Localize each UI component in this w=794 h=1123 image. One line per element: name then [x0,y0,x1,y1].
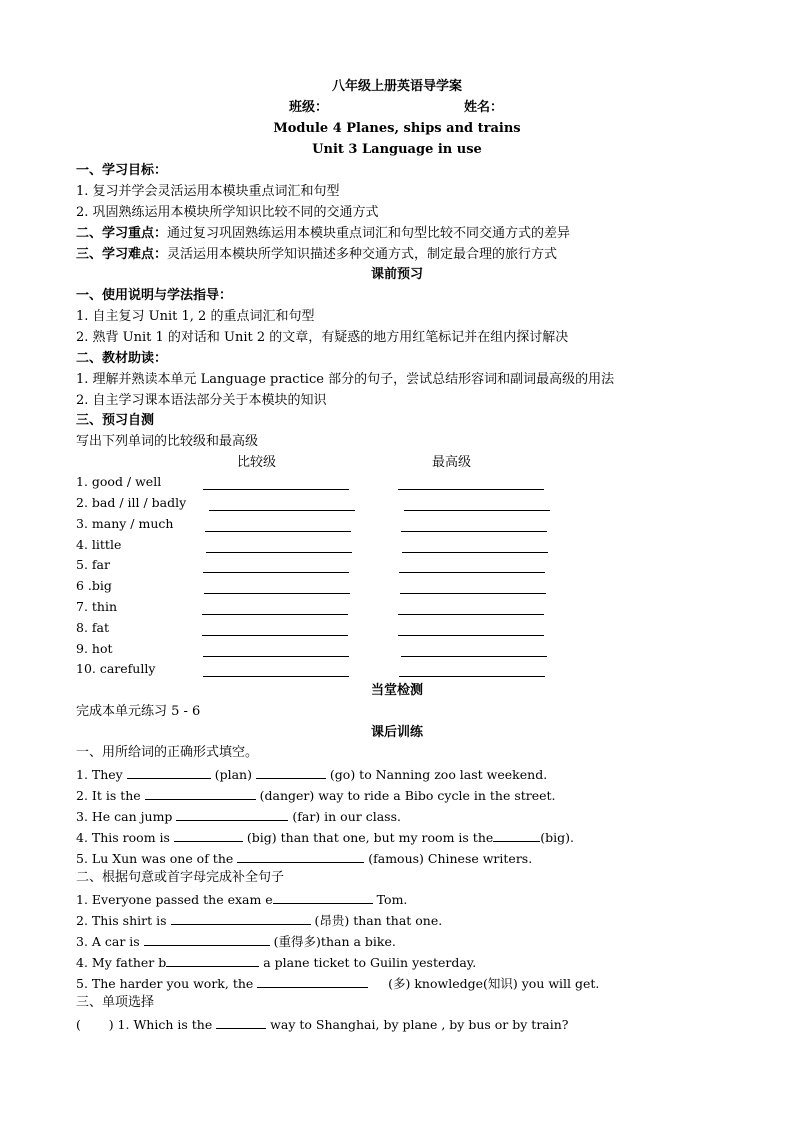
text-guide-item: 2. 自主学习课本语法部分关于本模块的知识 [76,393,327,408]
word-item: 8. fat [76,620,110,635]
class-check-text: 完成本单元练习 5 - 6 [76,704,201,719]
exercise-item: 4. My father b a plane ticket to Guilin yesterday. [76,955,477,970]
objectives-heading: 一、学习目标： [76,163,168,178]
exercise-item: 1. They (plan) (go) to Nanning zoo last weekend. [76,767,548,782]
class-check-title: 当堂检测 [370,683,423,698]
answer-blank[interactable] [166,955,259,967]
comparative-blank[interactable] [203,572,349,573]
superlative-blank[interactable] [398,489,544,490]
answer-blank[interactable] [237,851,364,863]
superlative-blank[interactable] [400,593,546,594]
superlative-blank[interactable] [399,676,545,677]
exercise-item: 2. It is the (danger) way to ride a Bibo cycle in the street. [76,788,556,803]
word-item: 4. little [76,537,122,552]
answer-blank[interactable] [145,788,256,800]
exercise-item: 2. This shirt is (昂贵) than that one. [76,913,443,928]
after-class-title: 课后训练 [370,725,423,740]
comparative-blank[interactable] [209,510,355,511]
part1-heading: 一、用所给词的正确形式填空。 [76,745,259,760]
guide-heading: 一、使用说明与学法指导： [76,288,233,303]
superlative-blank[interactable] [404,510,550,511]
superlative-blank[interactable] [401,531,547,532]
worksheet-title: 八年级上册英语导学案 [331,79,462,94]
exercise-item: 3. A car is (重得多)than a bike. [76,934,396,949]
answer-blank[interactable] [127,767,211,779]
part2-heading: 二、根据句意或首字母完成补全句子 [76,870,285,885]
superlative-blank[interactable] [402,552,548,553]
word-item: 1. good / well [76,474,162,489]
comparative-column-header: 比较级 [237,455,277,470]
word-item: 7. thin [76,599,118,614]
guide-item: 1. 自主复习 Unit 1, 2 的重点词汇和句型 [76,309,315,324]
answer-blank[interactable] [493,830,540,842]
exercise-item: 4. This room is (big) than that one, but my room is the (big). [76,830,574,845]
text-guide-heading: 二、教材助读： [76,351,168,366]
class-label: 班级： [289,100,329,115]
objective-item: 2. 巩固熟练运用本模块所学知识比较不同的交通方式 [76,205,379,220]
key-points-label: 二、学习重点： [76,226,168,241]
answer-blank[interactable] [176,809,288,821]
difficulties-label: 三、学习难点： [76,247,168,262]
exercise-item: 1. Everyone passed the exam e Tom. [76,892,408,907]
superlative-blank[interactable] [398,635,544,636]
name-label: 姓名： [464,100,504,115]
preview-title: 课前预习 [370,267,423,282]
comparative-blank[interactable] [203,489,349,490]
key-points-text: 通过复习巩固熟练运用本模块重点词汇和句型比较不同交通方式的差异 [167,226,571,241]
text-guide-item: 1. 理解并熟读本单元 Language practice 部分的句子，尝试总结形容词和副词最高级的用法 [76,372,615,387]
comparative-blank[interactable] [204,593,350,594]
answer-blank[interactable] [256,767,326,779]
exercise-item: ( ) 1. Which is the way to Shanghai, by plane , by bus or by train? [76,1017,569,1032]
word-item: 10. carefully [76,661,156,676]
comparative-blank[interactable] [205,531,351,532]
word-item: 5. far [76,557,110,572]
unit-title: Unit 3 Language in use [312,142,482,157]
comparative-blank[interactable] [202,614,348,615]
part3-heading: 三、单项选择 [76,995,155,1010]
word-item: 9. hot [76,641,113,656]
comparative-blank[interactable] [203,656,349,657]
exercise-item: 5. Lu Xun was one of the (famous) Chinese writers. [76,851,533,866]
answer-blank[interactable] [144,934,270,946]
superlative-blank[interactable] [399,572,545,573]
exercise-item: 5. The harder you work, the (多) knowledge(知识) you will get. [76,976,600,991]
superlative-blank[interactable] [398,614,544,615]
guide-item: 2. 熟背 Unit 1 的对话和 Unit 2 的文章，有疑惑的地方用红笔标记并在组内探讨解决 [76,330,569,345]
self-test-instruction: 写出下列单词的比较级和最高级 [76,434,259,449]
word-item: 3. many / much [76,516,174,531]
self-test-heading: 三、预习自测 [76,413,155,428]
superlative-column-header: 最高级 [432,455,472,470]
comparative-blank[interactable] [203,676,349,677]
answer-blank[interactable] [174,830,243,842]
superlative-blank[interactable] [401,656,547,657]
module-title: Module 4 Planes, ships and trains [273,121,521,136]
answer-blank[interactable] [257,976,368,988]
objective-item: 1. 复习并学会灵活运用本模块重点词汇和句型 [76,184,340,199]
exercise-item: 3. He can jump (far) in our class. [76,809,401,824]
comparative-blank[interactable] [206,552,352,553]
answer-blank[interactable] [273,892,373,904]
difficulties-text: 灵活运用本模块所学知识描述多种交通方式，制定最合理的旅行方式 [167,247,558,262]
word-item: 2. bad / ill / badly [76,495,187,510]
answer-blank[interactable] [216,1017,266,1029]
answer-blank[interactable] [171,913,311,925]
word-item: 6 .big [76,578,112,593]
comparative-blank[interactable] [202,635,348,636]
